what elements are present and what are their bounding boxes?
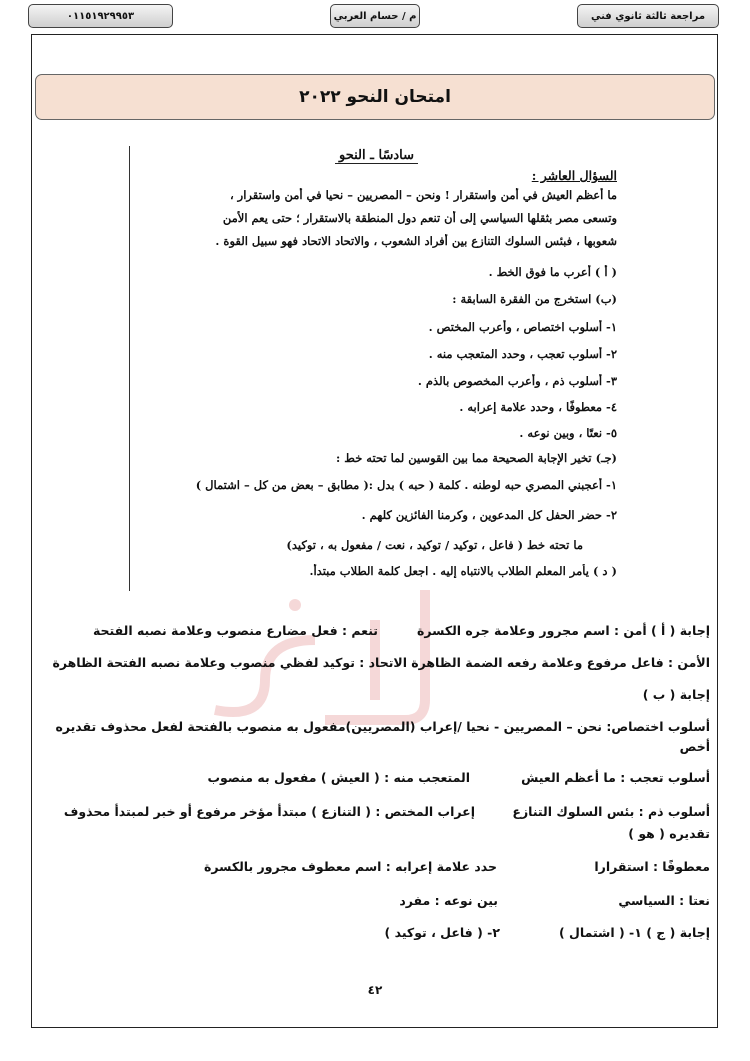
answer-a-ittihad: الاتحاد : توكيد لفظي منصوب وعلامة نصبه الفتحة الظاهرة [52,655,407,670]
question-scan [129,146,623,591]
question-b-item: ١- أسلوب اختصاص ، وأعرب المختص . [428,320,617,334]
answer-c-2: ٢- ( فاعل ، توكيد ) [384,925,500,940]
question-c-item: ٢- حضر الحفل كل المدعوين ، وكرمنا الفائزين كلهم . [361,508,617,522]
question-b-item: ٤- معطوفًا ، وحدد علامة إعرابه . [459,400,617,414]
question-b-item: ٢- أسلوب تعجب ، وحدد المتعجب منه . [428,347,617,361]
passage-line-2: وتسعى مصر بثقلها السياسي إلى أن تنعم دول المنطقة بالاستقرار ؛ حتى يعم الأمن [222,211,617,225]
question-a: ( أ ) أعرب ما فوق الخط . [488,265,617,279]
answer-a-tanaam: تنعم : فعل مضارع منصوب وعلامة نصبه الفتحة [92,623,378,638]
answer-maatuf: معطوفًا : استقرارا [594,859,710,874]
question-b-item: ٥- نعتًا ، وبين نوعه . [519,426,617,440]
passage-line-3: شعوبها ، فبئس السلوك التنازع بين أفراد الشعوب ، والاتحاد الاتحاد فهو سبيل القوة . [215,234,617,248]
answer-a-amn: إجابة ( أ ) أمن : اسم مجرور وعلامة جره الكسرة [416,623,710,638]
course-label: مراجعة ثالثة ثانوي فني [577,4,719,28]
teacher-label: م / حسام العربي [330,4,420,28]
answer-a-alamn: الأمن : فاعل مرفوع وعلامة رفعه الضمة الظاهرة [411,655,710,670]
answer-mutaajjab: المتعجب منه : ( العيش ) مفعول به منصوب [207,770,470,785]
answer-ikhtisas-cont: أخص [679,739,710,754]
phone-label: ٠١١٥١٩٢٩٩٥٣ [28,4,173,28]
question-number: السؤال العاشر : [531,168,617,183]
passage-line-1: ما أعظم العيش في أمن واستقرار ! ونحن – المصريين – نحيا في أمن واستقرار ، [229,188,617,202]
question-c: (جـ) تخير الإجابة الصحيحة مما بين القوسين لما تحته خط : [336,451,617,465]
section-title: سادسًا ـ النحو [130,148,623,163]
question-b: (ب) استخرج من الفقرة السابقة : [452,292,617,306]
answer-c-1: إجابة ( ج ) ١- ( اشتمال ) [558,925,710,940]
question-d: ( د ) يأمر المعلم الطلاب بالانتباه إليه . اجعل كلمة الطلاب مبتدأ. [309,564,617,578]
answer-dhamm: أسلوب ذم : بئس السلوك التنازع [512,804,710,819]
question-c-item: ١- أعجبني المصري حبه لوطنه . كلمة ( حبه ) بدل :( مطابق – بعض من كل – اشتمال ) [195,478,617,492]
page-number: ٤٢ [367,983,383,997]
question-b-item: ٣- أسلوب ذم ، وأعرب المخصوص بالذم . [417,374,617,388]
answer-maatuf-sign: حدد علامة إعرابه : اسم معطوف مجرور بالكسرة [203,859,497,874]
answer-mukhtas: إعراب المختص : ( التنازع ) مبتدأ مؤخر مرفوع أو خبر لمبتدأ محذوف [63,804,475,819]
question-c-note: ما تحته خط ( فاعل ، توكيد / توكيد ، نعت / مفعول به ، توكيد) [286,538,583,552]
answer-naat: نعتا : السياسي [618,893,710,908]
answer-dhamm-cont: تقديره ( هو ) [628,826,710,841]
exam-title: امتحان النحو ٢٠٢٢ [35,74,715,120]
answer-b-label: إجابة ( ب ) [642,687,710,702]
answer-naat-type: بين نوعه : مفرد [399,893,498,908]
answer-ikhtisas: أسلوب اختصاص: نحن – المصريين - نحيا /إعراب (المصريين)مفعول به منصوب بالفتحة لفعل محذوف تقديره [55,719,710,734]
answer-taajjub: أسلوب تعجب : ما أعظم العيش [521,770,710,785]
